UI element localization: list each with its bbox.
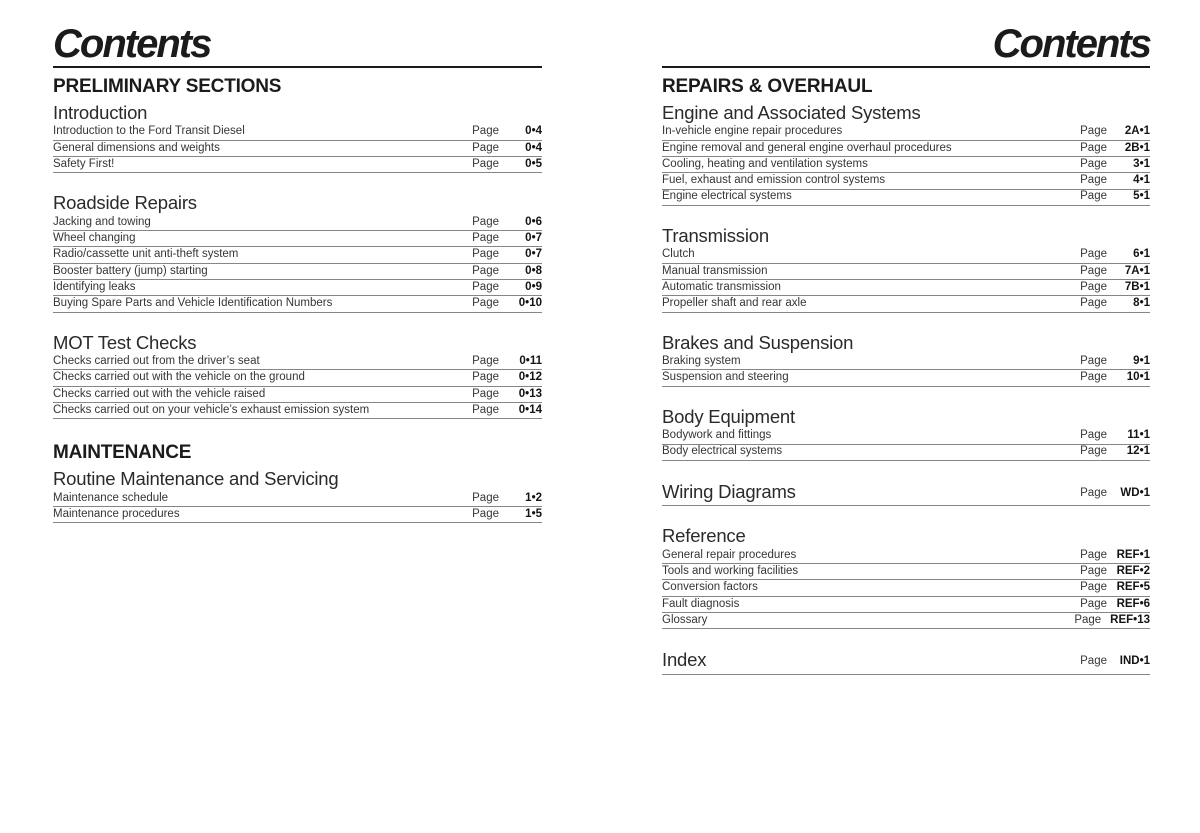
toc-entry-label: Radio/cassette unit anti-theft system <box>53 248 239 261</box>
toc-row <box>662 157 1150 173</box>
page-info <box>472 493 542 505</box>
toc-entry-label: Bodywork and fittings <box>662 429 772 442</box>
toc-row <box>662 548 1150 564</box>
page-info <box>472 298 542 310</box>
page-info <box>1080 159 1150 171</box>
page-number: 9•1 <box>1133 354 1150 367</box>
section-mot-test-checks <box>53 331 542 420</box>
toc-entry-label: Maintenance procedures <box>53 507 180 520</box>
page-word: Page <box>1080 564 1107 577</box>
page-word: Page <box>472 141 499 154</box>
toc-entry-label: Automatic transmission <box>662 280 781 293</box>
toc-entry-label: Buying Spare Parts and Vehicle Identification Numbers <box>53 297 333 310</box>
page-info <box>472 159 542 171</box>
section-brakes-suspension <box>662 331 1150 387</box>
section-roadside-repairs <box>53 194 542 312</box>
page-info <box>472 217 542 229</box>
page-number: 0•8 <box>525 264 542 277</box>
section-index <box>662 651 1150 675</box>
page-word: Page <box>472 403 499 416</box>
toc-row <box>53 370 542 386</box>
toc-entry-label: Manual transmission <box>662 264 768 277</box>
page-number: 1•5 <box>525 507 542 520</box>
toc-row <box>53 215 542 231</box>
page-info <box>472 405 542 417</box>
toc-entry-label: Checks carried out with the vehicle on the ground <box>53 371 305 384</box>
right-title-block <box>662 0 1150 68</box>
toc-row <box>53 157 542 173</box>
toc-row <box>662 564 1150 580</box>
section-heading-body-equipment: Body Equipment <box>662 405 795 427</box>
section-reference <box>662 527 1150 629</box>
page-number: IND•1 <box>1119 655 1150 668</box>
page-info <box>1080 249 1150 261</box>
page-number: 1•2 <box>525 491 542 504</box>
page-info <box>472 389 542 401</box>
page-title: Contents <box>53 22 211 67</box>
page-word: Page <box>1074 613 1102 626</box>
left-column <box>53 0 542 523</box>
page-word: Page <box>1080 597 1107 610</box>
page-info <box>1080 143 1150 155</box>
toc-entry-label: General dimensions and weights <box>53 141 220 154</box>
toc-entry-label: Jacking and towing <box>53 215 151 228</box>
page-number: 7B•1 <box>1124 280 1150 293</box>
toc-entry-label: Checks carried out on your vehicle’s exhaust emission system <box>53 403 370 416</box>
page-word: Page <box>1080 429 1107 442</box>
toc-row <box>662 597 1150 613</box>
toc-row <box>53 507 542 523</box>
page-info <box>1074 615 1150 627</box>
page-number: REF•5 <box>1116 581 1150 594</box>
toc-entry-label: Clutch <box>662 248 695 261</box>
page-word: Page <box>1080 445 1107 458</box>
page-number: 0•14 <box>518 403 542 416</box>
section-heading-brakes-suspension: Brakes and Suspension <box>662 331 854 353</box>
page-number: WD•1 <box>1120 486 1150 499</box>
page-number: REF•13 <box>1110 613 1150 626</box>
toc-row <box>662 613 1150 629</box>
page-word: Page <box>472 387 499 400</box>
toc-entry-label: Engine electrical systems <box>662 190 792 203</box>
toc-entry-label: Checks carried out from the driver’s seat <box>53 354 260 367</box>
page-number: 0•4 <box>525 141 542 154</box>
page-info <box>472 282 542 294</box>
section-body-equipment <box>662 405 1150 461</box>
page-word: Page <box>1080 280 1107 293</box>
page-number: 12•1 <box>1126 445 1150 458</box>
section-heading-introduction: Introduction <box>53 102 148 123</box>
page-word: Page <box>1080 190 1107 203</box>
page-info <box>1080 175 1150 187</box>
left-title-block <box>53 0 542 68</box>
page-number: 0•5 <box>525 157 542 170</box>
toc-row <box>53 491 542 507</box>
toc-entry-label: Body electrical systems <box>662 445 783 458</box>
toc-row <box>662 264 1150 280</box>
page-info <box>1080 566 1150 578</box>
page-word: Page <box>472 280 499 293</box>
page-number: REF•6 <box>1116 597 1150 610</box>
page-info <box>472 143 542 155</box>
page-word: Page <box>1080 297 1107 310</box>
toc-entry-label: Braking system <box>662 354 741 367</box>
part-header-maintenance: MAINTENANCE <box>53 442 192 464</box>
page-info <box>1080 446 1150 458</box>
page-word: Page <box>1080 581 1107 594</box>
section-introduction <box>53 104 542 173</box>
page-info <box>472 509 542 521</box>
page-word: Page <box>472 297 499 310</box>
section-heading-index: Index <box>662 649 707 671</box>
page-number: 2B•1 <box>1124 141 1150 154</box>
toc-entry-label: Cooling, heating and ventilation systems <box>662 157 868 170</box>
page-info <box>1080 430 1150 442</box>
page-info <box>472 372 542 384</box>
toc-row <box>53 247 542 263</box>
toc-entry-label: Glossary <box>662 613 708 626</box>
section-wiring-diagrams <box>662 480 1150 507</box>
page-word: Page <box>472 264 499 277</box>
page-word: Page <box>1080 354 1107 367</box>
page-number: 0•7 <box>525 248 542 261</box>
page-info <box>1080 599 1150 611</box>
right-column <box>662 0 1150 675</box>
page-number: 0•13 <box>518 387 542 400</box>
section-heading-reference: Reference <box>662 525 746 547</box>
page-number: REF•2 <box>1116 564 1150 577</box>
page-number: 0•10 <box>518 297 542 310</box>
page-word: Page <box>472 157 499 170</box>
page-info <box>1080 266 1150 278</box>
section-heading-wiring-diagrams: Wiring Diagrams <box>662 480 796 502</box>
section-transmission <box>662 224 1150 313</box>
toc-row <box>662 580 1150 596</box>
toc-row <box>662 280 1150 296</box>
page-info <box>472 233 542 245</box>
section-heading-routine-maintenance: Routine Maintenance and Servicing <box>53 468 339 490</box>
page-word: Page <box>472 371 499 384</box>
page-number: 3•1 <box>1133 157 1150 170</box>
page-number: 10•1 <box>1126 371 1150 384</box>
toc-row <box>53 354 542 370</box>
toc-row <box>662 190 1150 206</box>
toc-row <box>53 403 542 419</box>
part-header-repairs-overhaul: REPAIRS & OVERHAUL <box>662 76 873 97</box>
page-number: 0•6 <box>525 215 542 228</box>
toc-entry-label: General repair procedures <box>662 548 797 561</box>
page-word: Page <box>472 125 499 138</box>
page-number: 11•1 <box>1127 429 1150 442</box>
page-number: 6•1 <box>1133 248 1150 261</box>
toc-row <box>662 370 1150 386</box>
page-number: 0•4 <box>525 125 542 138</box>
section-heading-engine-systems: Engine and Associated Systems <box>662 102 921 123</box>
page-info <box>472 266 542 278</box>
toc-entry-label: Maintenance schedule <box>53 491 169 504</box>
toc-row <box>662 296 1150 312</box>
page-word: Page <box>1080 264 1107 277</box>
page-word: Page <box>1080 655 1107 668</box>
page-word: Page <box>472 215 499 228</box>
toc-row <box>662 445 1150 461</box>
page-info <box>472 356 542 368</box>
page-number: 5•1 <box>1133 190 1150 203</box>
page-number: 0•11 <box>519 354 542 367</box>
page-word: Page <box>472 354 499 367</box>
page-number: 0•7 <box>525 231 542 244</box>
page-info <box>472 126 542 138</box>
toc-row <box>662 173 1150 189</box>
toc-entry-label: Suspension and steering <box>662 371 789 384</box>
page-word: Page <box>1080 125 1107 138</box>
page-word: Page <box>1080 174 1107 187</box>
page-info <box>1080 488 1150 502</box>
page-number: 8•1 <box>1133 297 1150 310</box>
page-word: Page <box>1080 248 1107 261</box>
page-title: Contents <box>992 22 1150 67</box>
page-info <box>1080 298 1150 310</box>
toc-row <box>53 141 542 157</box>
section-engine-systems <box>662 104 1150 206</box>
page-info <box>472 249 542 261</box>
page-word: Page <box>1080 548 1107 561</box>
toc-row <box>53 387 542 403</box>
toc-entry-label: Wheel changing <box>53 231 136 244</box>
page-info <box>1080 582 1150 594</box>
toc-row <box>53 280 542 296</box>
toc-entry-label: Safety First! <box>53 157 115 170</box>
section-heading-transmission: Transmission <box>662 224 769 246</box>
toc-row <box>662 247 1150 263</box>
toc-row <box>662 354 1150 370</box>
toc-row <box>53 264 542 280</box>
page-word: Page <box>472 231 499 244</box>
toc-entry-label: Checks carried out with the vehicle raised <box>53 387 266 400</box>
toc-entry-label: Tools and working facilities <box>662 564 799 577</box>
toc-entry-label: Fault diagnosis <box>662 597 740 610</box>
toc-entry-label: Propeller shaft and rear axle <box>662 297 807 310</box>
page-word: Page <box>1080 157 1107 170</box>
toc-entry-label: Booster battery (jump) starting <box>53 264 208 277</box>
page-number: 2A•1 <box>1124 125 1150 138</box>
toc-entry-label: Engine removal and general engine overhaul procedures <box>662 141 952 154</box>
toc-entry-label: Introduction to the Ford Transit Diesel <box>53 125 245 138</box>
toc-entry-label: Identifying leaks <box>53 280 136 293</box>
part-header-preliminary-sections: PRELIMINARY SECTIONS <box>53 76 282 97</box>
page-word: Page <box>472 507 499 520</box>
page-info <box>1080 282 1150 294</box>
toc-row <box>53 125 542 141</box>
toc-entry-label: In-vehicle engine repair procedures <box>662 125 843 138</box>
toc-row <box>53 296 542 312</box>
page-info <box>1080 126 1150 138</box>
page-info <box>1080 550 1150 562</box>
page-number: 4•1 <box>1133 174 1150 187</box>
page-info <box>1080 191 1150 203</box>
page-info <box>1080 656 1150 670</box>
page-word: Page <box>472 491 499 504</box>
page-number: 0•9 <box>525 280 542 293</box>
page-word: Page <box>1080 486 1107 499</box>
page-word: Page <box>1080 141 1107 154</box>
toc-entry-label: Conversion factors <box>662 581 758 594</box>
section-routine-maintenance <box>53 470 542 523</box>
section-heading-roadside-repairs: Roadside Repairs <box>53 192 197 214</box>
page-number: REF•1 <box>1116 548 1150 561</box>
section-heading-mot-test-checks: MOT Test Checks <box>53 331 197 353</box>
toc-row <box>662 428 1150 444</box>
toc-entry-label: Fuel, exhaust and emission control systems <box>662 174 886 187</box>
toc-row <box>662 125 1150 141</box>
page-word: Page <box>1080 371 1107 384</box>
toc-row <box>662 141 1150 157</box>
page-number: 7A•1 <box>1124 264 1150 277</box>
page-number: 0•12 <box>518 371 542 384</box>
toc-row <box>53 231 542 247</box>
page-word: Page <box>472 248 499 261</box>
page-info <box>1080 356 1150 368</box>
page-info <box>1080 372 1150 384</box>
